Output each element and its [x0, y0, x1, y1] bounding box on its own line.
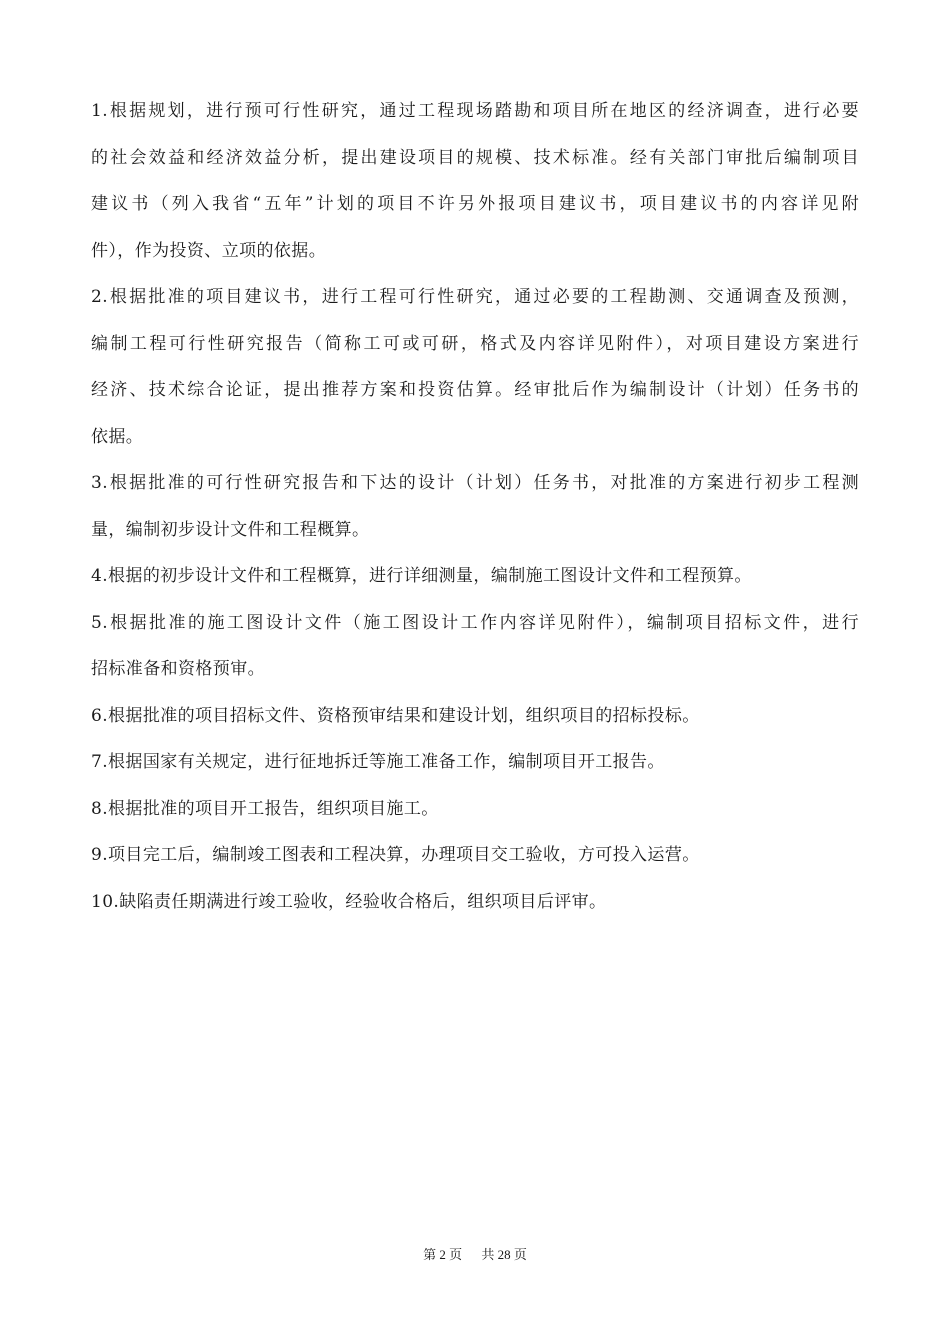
text-line: 2.根据批准的项目建议书，进行工程可行性研究，通过必要的工程勘测、交通调查及预测， — [91, 287, 859, 307]
paragraph-9 — [91, 832, 859, 879]
paragraph-7 — [91, 739, 859, 786]
paragraph-4 — [91, 553, 859, 600]
page-number: 第 2 页 — [423, 1247, 463, 1262]
paragraph-10 — [91, 879, 859, 926]
paragraph-6 — [91, 693, 859, 740]
text-line: 编制工程可行性研究报告（简称工可或可研，格式及内容详见附件），对项目建设方案进行 — [91, 333, 859, 354]
text-line: 量，编制初步设计文件和工程概算。 — [91, 519, 370, 540]
paragraph-8 — [91, 786, 859, 833]
text-line: 建议书（列入我省“五年”计划的项目不许另外报项目建议书，项目建议书的内容详见附 — [91, 194, 859, 214]
text-line: 件），作为投资、立项的依据。 — [91, 240, 327, 261]
paragraph-1 — [91, 88, 859, 274]
document-body — [91, 88, 859, 925]
text-line: 依据。 — [91, 426, 144, 447]
paragraph-2 — [91, 274, 859, 460]
text-line: 10.缺陷责任期满进行竣工验收，经验收合格后，组织项目后评审。 — [91, 891, 607, 912]
page-footer — [0, 1244, 950, 1263]
text-line: 6.根据批准的项目招标文件、资格预审结果和建设计划，组织项目的招标投标。 — [91, 705, 700, 726]
page-total: 共 28 页 — [481, 1247, 527, 1262]
text-line: 的社会效益和经济效益分析，提出建设项目的规模、技术标准。经有关部门审批后编制项目 — [91, 147, 859, 168]
text-line: 3.根据批准的可行性研究报告和下达的设计（计划）任务书，对批准的方案进行初步工程测 — [91, 473, 859, 493]
text-line: 9.项目完工后，编制竣工图表和工程决算，办理项目交工验收，方可投入运营。 — [91, 845, 700, 865]
text-line: 1.根据规划，进行预可行性研究，通过工程现场踏勘和项目所在地区的经济调查，进行必要 — [91, 101, 859, 121]
text-line: 4.根据的初步设计文件和工程概算，进行详细测量，编制施工图设计文件和工程预算。 — [91, 566, 752, 586]
text-line: 经济、技术综合论证，提出推荐方案和投资估算。经审批后作为编制设计（计划）任务书的 — [91, 380, 859, 400]
text-line: 5.根据批准的施工图设计文件（施工图设计工作内容详见附件），编制项目招标文件，进行 — [91, 612, 859, 633]
text-line: 7.根据国家有关规定，进行征地拆迁等施工准备工作，编制项目开工报告。 — [91, 752, 665, 772]
paragraph-5 — [91, 600, 859, 693]
text-line: 8.根据批准的项目开工报告，组织项目施工。 — [91, 798, 439, 819]
paragraph-3 — [91, 460, 859, 553]
text-line: 招标准备和资格预审。 — [91, 659, 265, 679]
